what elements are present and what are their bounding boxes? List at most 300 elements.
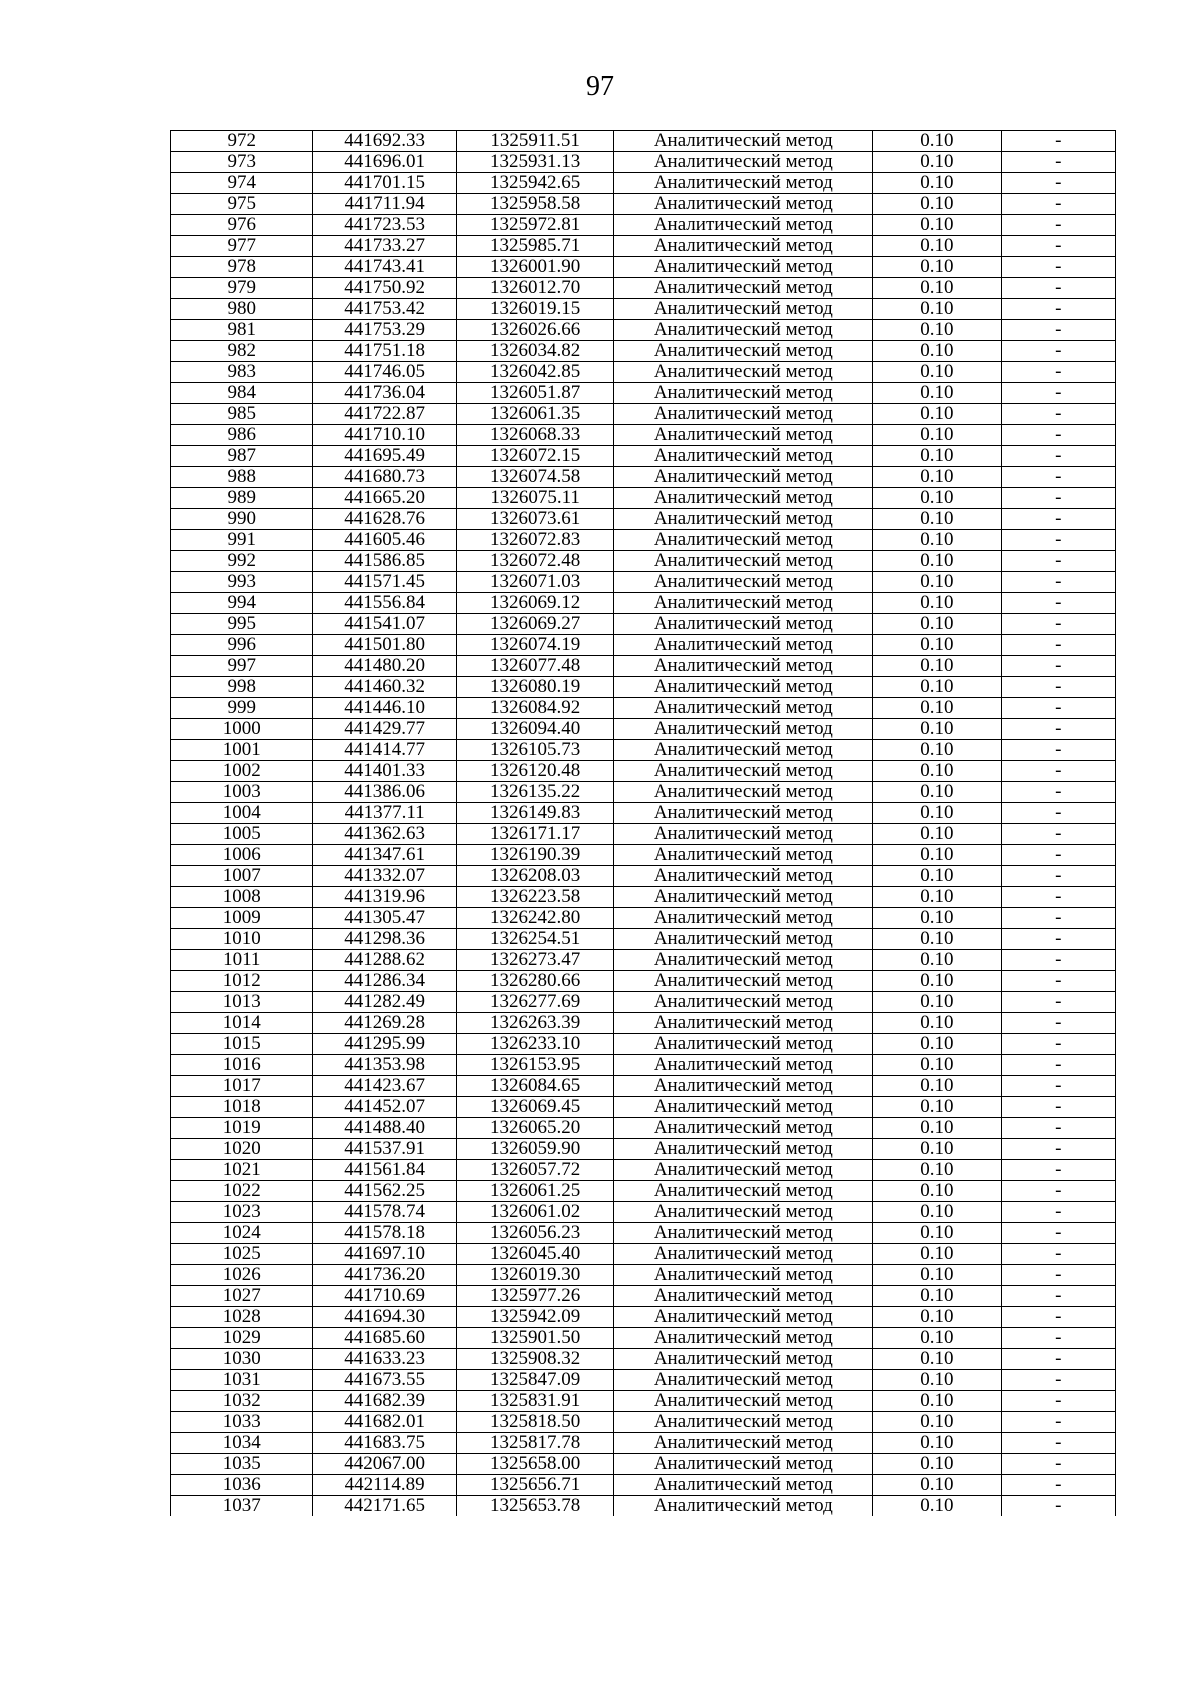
error-cell: 0.10 [873,404,1001,425]
note-cell: - [1001,1202,1115,1223]
table-row [171,215,1116,236]
y-coordinate-cell: 1326094.40 [456,719,614,740]
point-number-cell: 1030 [171,1349,313,1370]
method-cell: Аналитический метод [614,1244,873,1265]
error-cell: 0.10 [873,509,1001,530]
point-number-cell: 1011 [171,950,313,971]
note-cell: - [1001,278,1115,299]
x-coordinate-cell: 441571.45 [313,572,456,593]
x-coordinate-cell: 441286.34 [313,971,456,992]
x-coordinate-cell: 441753.42 [313,299,456,320]
method-cell: Аналитический метод [614,740,873,761]
method-cell: Аналитический метод [614,572,873,593]
note-cell: - [1001,656,1115,677]
error-cell: 0.10 [873,1202,1001,1223]
point-number-cell: 979 [171,278,313,299]
method-cell: Аналитический метод [614,278,873,299]
point-number-cell: 986 [171,425,313,446]
method-cell: Аналитический метод [614,467,873,488]
error-cell: 0.10 [873,992,1001,1013]
table-row [171,1328,1116,1349]
note-cell: - [1001,803,1115,824]
error-cell: 0.10 [873,320,1001,341]
y-coordinate-cell: 1326073.61 [456,509,614,530]
x-coordinate-cell: 441377.11 [313,803,456,824]
page-number: 97 [586,71,614,102]
method-cell: Аналитический метод [614,173,873,194]
table-row [171,173,1116,194]
point-number-cell: 1009 [171,908,313,929]
y-coordinate-cell: 1326120.48 [456,761,614,782]
note-cell: - [1001,1454,1115,1475]
x-coordinate-cell: 441695.49 [313,446,456,467]
coordinates-table-body [171,131,1116,1517]
note-cell: - [1001,740,1115,761]
point-number-cell: 1031 [171,1370,313,1391]
y-coordinate-cell: 1326075.11 [456,488,614,509]
point-number-cell: 1014 [171,1013,313,1034]
table-row [171,950,1116,971]
note-cell: - [1001,257,1115,278]
point-number-cell: 1004 [171,803,313,824]
error-cell: 0.10 [873,698,1001,719]
table-row [171,1370,1116,1391]
method-cell: Аналитический метод [614,803,873,824]
point-number-cell: 1013 [171,992,313,1013]
point-number-cell: 1033 [171,1412,313,1433]
y-coordinate-cell: 1325911.51 [456,131,614,152]
error-cell: 0.10 [873,446,1001,467]
note-cell: - [1001,488,1115,509]
coordinates-table [170,130,1116,1516]
x-coordinate-cell: 441541.07 [313,614,456,635]
y-coordinate-cell: 1326001.90 [456,257,614,278]
x-coordinate-cell: 441605.46 [313,530,456,551]
note-cell: - [1001,173,1115,194]
error-cell: 0.10 [873,1307,1001,1328]
note-cell: - [1001,404,1115,425]
point-number-cell: 1025 [171,1244,313,1265]
method-cell: Аналитический метод [614,761,873,782]
error-cell: 0.10 [873,194,1001,215]
method-cell: Аналитический метод [614,1013,873,1034]
note-cell: - [1001,866,1115,887]
table-row [171,1181,1116,1202]
y-coordinate-cell: 1326072.15 [456,446,614,467]
x-coordinate-cell: 441429.77 [313,719,456,740]
x-coordinate-cell: 441751.18 [313,341,456,362]
y-coordinate-cell: 1326190.39 [456,845,614,866]
point-number-cell: 1010 [171,929,313,950]
y-coordinate-cell: 1325985.71 [456,236,614,257]
table-row [171,383,1116,404]
error-cell: 0.10 [873,635,1001,656]
point-number-cell: 990 [171,509,313,530]
y-coordinate-cell: 1326061.25 [456,1181,614,1202]
point-number-cell: 1008 [171,887,313,908]
error-cell: 0.10 [873,824,1001,845]
note-cell: - [1001,1328,1115,1349]
table-row [171,1034,1116,1055]
error-cell: 0.10 [873,1454,1001,1475]
y-coordinate-cell: 1325931.13 [456,152,614,173]
point-number-cell: 1022 [171,1181,313,1202]
x-coordinate-cell: 441753.29 [313,320,456,341]
error-cell: 0.10 [873,803,1001,824]
method-cell: Аналитический метод [614,1496,873,1517]
table-row [171,1475,1116,1496]
method-cell: Аналитический метод [614,908,873,929]
method-cell: Аналитический метод [614,1349,873,1370]
point-number-cell: 996 [171,635,313,656]
x-coordinate-cell: 441701.15 [313,173,456,194]
point-number-cell: 1027 [171,1286,313,1307]
y-coordinate-cell: 1326135.22 [456,782,614,803]
note-cell: - [1001,572,1115,593]
method-cell: Аналитический метод [614,593,873,614]
x-coordinate-cell: 441446.10 [313,698,456,719]
x-coordinate-cell: 441673.55 [313,1370,456,1391]
method-cell: Аналитический метод [614,677,873,698]
x-coordinate-cell: 441578.18 [313,1223,456,1244]
method-cell: Аналитический метод [614,1181,873,1202]
error-cell: 0.10 [873,1055,1001,1076]
y-coordinate-cell: 1326105.73 [456,740,614,761]
point-number-cell: 991 [171,530,313,551]
error-cell: 0.10 [873,467,1001,488]
x-coordinate-cell: 441685.60 [313,1328,456,1349]
error-cell: 0.10 [873,383,1001,404]
table-row [171,1139,1116,1160]
x-coordinate-cell: 441710.10 [313,425,456,446]
x-coordinate-cell: 441386.06 [313,782,456,803]
x-coordinate-cell: 441736.04 [313,383,456,404]
method-cell: Аналитический метод [614,782,873,803]
point-number-cell: 1007 [171,866,313,887]
method-cell: Аналитический метод [614,1034,873,1055]
table-row [171,1013,1116,1034]
method-cell: Аналитический метод [614,1370,873,1391]
y-coordinate-cell: 1326254.51 [456,929,614,950]
error-cell: 0.10 [873,887,1001,908]
method-cell: Аналитический метод [614,1286,873,1307]
y-coordinate-cell: 1325908.32 [456,1349,614,1370]
x-coordinate-cell: 441722.87 [313,404,456,425]
table-row [171,530,1116,551]
method-cell: Аналитический метод [614,992,873,1013]
table-row [171,236,1116,257]
error-cell: 0.10 [873,845,1001,866]
method-cell: Аналитический метод [614,257,873,278]
y-coordinate-cell: 1325972.81 [456,215,614,236]
point-number-cell: 1023 [171,1202,313,1223]
y-coordinate-cell: 1326149.83 [456,803,614,824]
point-number-cell: 1029 [171,1328,313,1349]
method-cell: Аналитический метод [614,635,873,656]
note-cell: - [1001,530,1115,551]
method-cell: Аналитический метод [614,1055,873,1076]
table-row [171,467,1116,488]
point-number-cell: 977 [171,236,313,257]
table-row [171,845,1116,866]
point-number-cell: 1012 [171,971,313,992]
point-number-cell: 982 [171,341,313,362]
error-cell: 0.10 [873,719,1001,740]
y-coordinate-cell: 1326059.90 [456,1139,614,1160]
point-number-cell: 1032 [171,1391,313,1412]
y-coordinate-cell: 1326069.12 [456,593,614,614]
method-cell: Аналитический метод [614,1391,873,1412]
error-cell: 0.10 [873,1349,1001,1370]
y-coordinate-cell: 1326026.66 [456,320,614,341]
error-cell: 0.10 [873,173,1001,194]
y-coordinate-cell: 1325942.65 [456,173,614,194]
y-coordinate-cell: 1326084.65 [456,1076,614,1097]
error-cell: 0.10 [873,1097,1001,1118]
point-number-cell: 975 [171,194,313,215]
y-coordinate-cell: 1326242.80 [456,908,614,929]
x-coordinate-cell: 441628.76 [313,509,456,530]
y-coordinate-cell: 1326019.30 [456,1265,614,1286]
table-row [171,131,1116,152]
x-coordinate-cell: 441562.25 [313,1181,456,1202]
error-cell: 0.10 [873,929,1001,950]
error-cell: 0.10 [873,1034,1001,1055]
x-coordinate-cell: 441537.91 [313,1139,456,1160]
y-coordinate-cell: 1325958.58 [456,194,614,215]
error-cell: 0.10 [873,341,1001,362]
error-cell: 0.10 [873,1139,1001,1160]
method-cell: Аналитический метод [614,1307,873,1328]
y-coordinate-cell: 1326080.19 [456,677,614,698]
y-coordinate-cell: 1326061.02 [456,1202,614,1223]
method-cell: Аналитический метод [614,1223,873,1244]
method-cell: Аналитический метод [614,866,873,887]
table-row [171,257,1116,278]
error-cell: 0.10 [873,1160,1001,1181]
point-number-cell: 1020 [171,1139,313,1160]
x-coordinate-cell: 441332.07 [313,866,456,887]
note-cell: - [1001,1097,1115,1118]
y-coordinate-cell: 1326056.23 [456,1223,614,1244]
point-number-cell: 994 [171,593,313,614]
y-coordinate-cell: 1326051.87 [456,383,614,404]
table-row [171,320,1116,341]
point-number-cell: 1034 [171,1433,313,1454]
table-row [171,593,1116,614]
x-coordinate-cell: 441736.20 [313,1265,456,1286]
table-row [171,1391,1116,1412]
method-cell: Аналитический метод [614,1265,873,1286]
table-row [171,887,1116,908]
y-coordinate-cell: 1326065.20 [456,1118,614,1139]
error-cell: 0.10 [873,1244,1001,1265]
note-cell: - [1001,341,1115,362]
note-cell: - [1001,425,1115,446]
table-row [171,152,1116,173]
note-cell: - [1001,1160,1115,1181]
method-cell: Аналитический метод [614,320,873,341]
point-number-cell: 1003 [171,782,313,803]
note-cell: - [1001,1496,1115,1517]
x-coordinate-cell: 442114.89 [313,1475,456,1496]
x-coordinate-cell: 441746.05 [313,362,456,383]
y-coordinate-cell: 1325977.26 [456,1286,614,1307]
point-number-cell: 981 [171,320,313,341]
method-cell: Аналитический метод [614,1412,873,1433]
error-cell: 0.10 [873,362,1001,383]
note-cell: - [1001,467,1115,488]
error-cell: 0.10 [873,1265,1001,1286]
note-cell: - [1001,677,1115,698]
point-number-cell: 1016 [171,1055,313,1076]
method-cell: Аналитический метод [614,1433,873,1454]
note-cell: - [1001,1139,1115,1160]
x-coordinate-cell: 441723.53 [313,215,456,236]
y-coordinate-cell: 1326074.58 [456,467,614,488]
error-cell: 0.10 [873,1391,1001,1412]
table-row [171,1265,1116,1286]
point-number-cell: 1001 [171,740,313,761]
point-number-cell: 998 [171,677,313,698]
error-cell: 0.10 [873,488,1001,509]
note-cell: - [1001,1076,1115,1097]
table-row [171,866,1116,887]
method-cell: Аналитический метод [614,383,873,404]
table-row [171,1433,1116,1454]
note-cell: - [1001,887,1115,908]
y-coordinate-cell: 1326061.35 [456,404,614,425]
method-cell: Аналитический метод [614,1202,873,1223]
method-cell: Аналитический метод [614,845,873,866]
table-row [171,1349,1116,1370]
table-row [171,194,1116,215]
x-coordinate-cell: 441680.73 [313,467,456,488]
x-coordinate-cell: 441282.49 [313,992,456,1013]
y-coordinate-cell: 1326069.27 [456,614,614,635]
x-coordinate-cell: 441665.20 [313,488,456,509]
note-cell: - [1001,236,1115,257]
note-cell: - [1001,152,1115,173]
method-cell: Аналитический метод [614,299,873,320]
error-cell: 0.10 [873,215,1001,236]
note-cell: - [1001,1391,1115,1412]
method-cell: Аналитический метод [614,1097,873,1118]
x-coordinate-cell: 441452.07 [313,1097,456,1118]
x-coordinate-cell: 442067.00 [313,1454,456,1475]
table-row [171,908,1116,929]
x-coordinate-cell: 441362.63 [313,824,456,845]
note-cell: - [1001,635,1115,656]
error-cell: 0.10 [873,1496,1001,1517]
y-coordinate-cell: 1326153.95 [456,1055,614,1076]
point-number-cell: 983 [171,362,313,383]
y-coordinate-cell: 1326072.48 [456,551,614,572]
x-coordinate-cell: 441269.28 [313,1013,456,1034]
x-coordinate-cell: 441295.99 [313,1034,456,1055]
y-coordinate-cell: 1325831.91 [456,1391,614,1412]
error-cell: 0.10 [873,131,1001,152]
point-number-cell: 1006 [171,845,313,866]
note-cell: - [1001,698,1115,719]
note-cell: - [1001,971,1115,992]
x-coordinate-cell: 441556.84 [313,593,456,614]
table-row [171,509,1116,530]
y-coordinate-cell: 1326273.47 [456,950,614,971]
point-number-cell: 997 [171,656,313,677]
error-cell: 0.10 [873,1328,1001,1349]
note-cell: - [1001,131,1115,152]
error-cell: 0.10 [873,1076,1001,1097]
error-cell: 0.10 [873,656,1001,677]
note-cell: - [1001,1349,1115,1370]
note-cell: - [1001,320,1115,341]
method-cell: Аналитический метод [614,530,873,551]
note-cell: - [1001,782,1115,803]
y-coordinate-cell: 1326171.17 [456,824,614,845]
error-cell: 0.10 [873,1370,1001,1391]
error-cell: 0.10 [873,761,1001,782]
method-cell: Аналитический метод [614,1454,873,1475]
x-coordinate-cell: 441683.75 [313,1433,456,1454]
note-cell: - [1001,1433,1115,1454]
table-row [171,803,1116,824]
table-row [171,1412,1116,1433]
point-number-cell: 993 [171,572,313,593]
error-cell: 0.10 [873,551,1001,572]
error-cell: 0.10 [873,677,1001,698]
y-coordinate-cell: 1325942.09 [456,1307,614,1328]
y-coordinate-cell: 1325847.09 [456,1370,614,1391]
note-cell: - [1001,1055,1115,1076]
x-coordinate-cell: 441682.39 [313,1391,456,1412]
table-row [171,362,1116,383]
point-number-cell: 1028 [171,1307,313,1328]
error-cell: 0.10 [873,1013,1001,1034]
method-cell: Аналитический метод [614,362,873,383]
point-number-cell: 985 [171,404,313,425]
error-cell: 0.10 [873,782,1001,803]
x-coordinate-cell: 441480.20 [313,656,456,677]
point-number-cell: 1005 [171,824,313,845]
table-row [171,1307,1116,1328]
error-cell: 0.10 [873,593,1001,614]
x-coordinate-cell: 441353.98 [313,1055,456,1076]
x-coordinate-cell: 441501.80 [313,635,456,656]
x-coordinate-cell: 441488.40 [313,1118,456,1139]
y-coordinate-cell: 1326208.03 [456,866,614,887]
point-number-cell: 1019 [171,1118,313,1139]
method-cell: Аналитический метод [614,719,873,740]
note-cell: - [1001,761,1115,782]
y-coordinate-cell: 1325817.78 [456,1433,614,1454]
y-coordinate-cell: 1326019.15 [456,299,614,320]
note-cell: - [1001,1412,1115,1433]
method-cell: Аналитический метод [614,1139,873,1160]
table-row [171,572,1116,593]
note-cell: - [1001,1286,1115,1307]
method-cell: Аналитический метод [614,194,873,215]
table-row [171,614,1116,635]
note-cell: - [1001,1244,1115,1265]
point-number-cell: 978 [171,257,313,278]
error-cell: 0.10 [873,950,1001,971]
note-cell: - [1001,551,1115,572]
method-cell: Аналитический метод [614,824,873,845]
note-cell: - [1001,929,1115,950]
y-coordinate-cell: 1326042.85 [456,362,614,383]
table-row [171,824,1116,845]
